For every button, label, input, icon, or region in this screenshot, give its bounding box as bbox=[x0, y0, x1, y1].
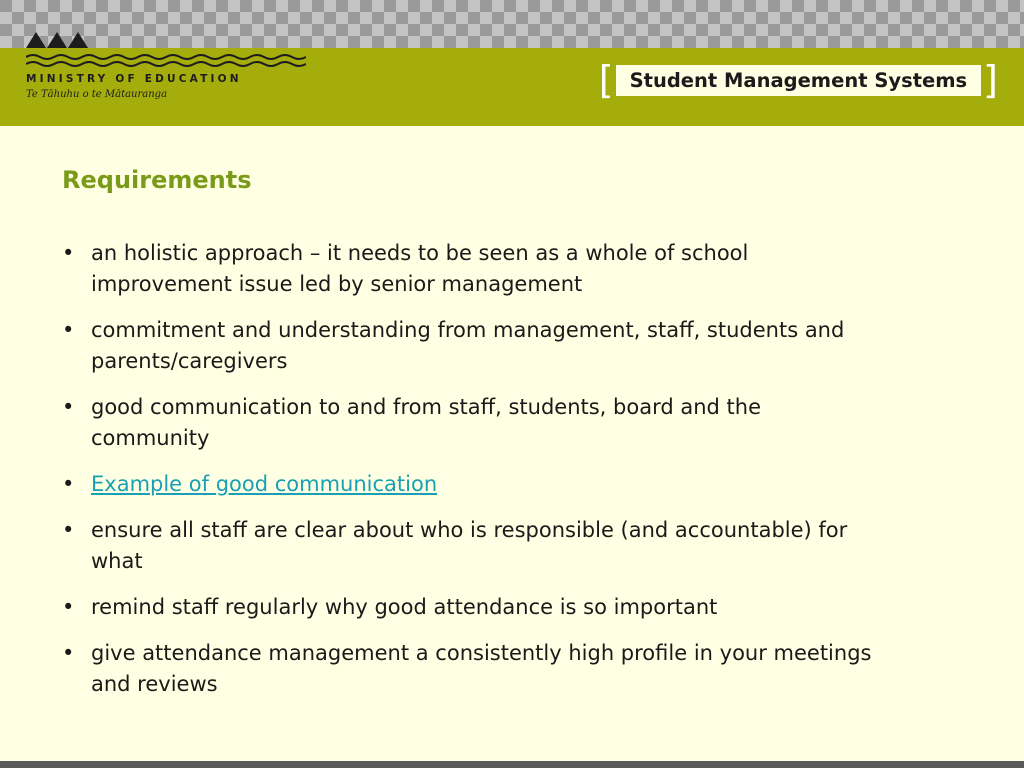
ministry-maori-name: Te Tāhuhu o te Mātauranga bbox=[26, 89, 168, 100]
list-item bbox=[62, 392, 882, 454]
bullet-text: remind staff regularly why good attendance is so important bbox=[91, 595, 718, 619]
bullet-text: commitment and understanding from management, staff, students and parents/caregivers bbox=[91, 318, 845, 373]
ministry-name: MINISTRY OF EDUCATION bbox=[26, 73, 242, 85]
bullet-text: ensure all staff are clear about who is responsible (and accountable) for what bbox=[91, 518, 848, 573]
system-title-text: Student Management Systems bbox=[629, 68, 968, 92]
list-item bbox=[62, 515, 882, 577]
ministry-logo-waves-icon bbox=[26, 53, 306, 69]
bottom-strip bbox=[0, 761, 1024, 768]
bracket-open: [ bbox=[598, 58, 614, 102]
bullet-icon: • bbox=[62, 395, 75, 419]
slide-title: Requirements bbox=[62, 166, 252, 194]
system-title-box bbox=[616, 65, 982, 96]
bullet-icon: • bbox=[62, 318, 75, 342]
list-item bbox=[62, 638, 882, 700]
bullet-icon: • bbox=[62, 472, 75, 496]
list-item bbox=[62, 315, 882, 377]
requirements-list bbox=[62, 238, 882, 715]
bullet-icon: • bbox=[62, 518, 75, 542]
ministry-logo-peaks-icon bbox=[26, 32, 90, 48]
bullet-icon: • bbox=[62, 241, 75, 265]
bullet-icon: • bbox=[62, 641, 75, 665]
list-item bbox=[62, 238, 882, 300]
list-item bbox=[62, 592, 882, 623]
bullet-icon: • bbox=[62, 595, 75, 619]
bracket-close: ] bbox=[983, 58, 998, 102]
example-communication-link[interactable]: Example of good communication bbox=[91, 472, 438, 496]
list-item bbox=[62, 469, 882, 500]
decorative-pattern-strip bbox=[0, 0, 1024, 48]
bullet-text: an holistic approach – it needs to be seen as a whole of school improvement issue led by senior management bbox=[91, 241, 749, 296]
bullet-text: give attendance management a consistently high profile in your meetings and reviews bbox=[91, 641, 872, 696]
system-title bbox=[599, 57, 998, 103]
bullet-text: good communication to and from staff, students, board and the community bbox=[91, 395, 761, 450]
